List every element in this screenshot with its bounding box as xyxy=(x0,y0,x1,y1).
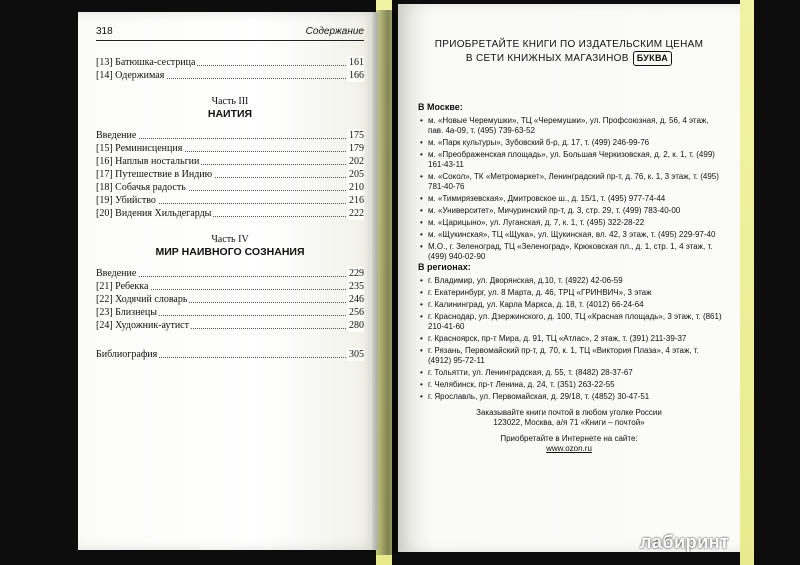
page-number: 318 xyxy=(96,26,113,37)
list-item: • г. Калининград, ул. Карла Маркса, д. 18, т. (4012) 66-24-64 xyxy=(418,300,724,310)
list-item: • г. Владимир, ул. Дворянская, д.10, т. (4922) 42-06-59 xyxy=(418,276,724,286)
toc-row: [22] Ходячий словарь 246 xyxy=(96,294,364,305)
list-item: • г. Красноярск, пр-т Мира, д. 91, ТЦ «Атлас», 2 этаж, т. (391) 211-39-37 xyxy=(418,334,724,344)
moscow-heading: В Москве: xyxy=(418,102,463,112)
list-item: • м. «Сокол», ТК «Метромаркет», Ленинградский пр-т, д. 76, к. 1, 3 этаж, т. (495) 781-40-76 xyxy=(418,172,724,192)
part-name: НАИТИЯ xyxy=(207,108,253,120)
running-head xyxy=(96,24,364,41)
ozon-link[interactable]: www.ozon.ru xyxy=(546,444,592,453)
regional-stores xyxy=(418,262,724,404)
toc-row: [15] Реминисценция 179 xyxy=(96,143,364,154)
toc-row: Введение 175 xyxy=(96,130,364,141)
right-page xyxy=(398,4,740,552)
toc-row-bibliography: Библиография 305 xyxy=(96,349,364,360)
toc-row: [24] Художник-аутист 280 xyxy=(96,320,364,331)
toc-row: [21] Ребекка 235 xyxy=(96,281,364,292)
promo-header-line1: ПРИОБРЕТАЙТЕ КНИГИ ПО ИЗДАТЕЛЬСКИМ ЦЕНАМ xyxy=(434,39,704,50)
toc-row: [23] Близнецы 256 xyxy=(96,307,364,318)
watermark: лабиринт xyxy=(640,532,730,552)
part-label: Часть III xyxy=(211,96,249,107)
promo-header-line2: В СЕТИ КНИЖНЫХ МАГАЗИНОВ БУКВА xyxy=(418,51,720,66)
list-item: • м. «Щукинская», ТЦ «Щука», ул. Щукинская, вл. 42, 3 этаж, т. (495) 229-97-40 xyxy=(418,230,724,240)
list-item: • м. «Царицыно», ул. Луганская, д. 7, к. 1, т. (495) 322-28-22 xyxy=(418,218,724,228)
list-item: • г. Екатеринбург, ул. 8 Марта, д. 46, ТРЦ «ГРИНВИЧ», 3 этаж xyxy=(418,288,724,298)
promo-header xyxy=(418,38,720,66)
page-edge-right xyxy=(740,0,754,565)
toc-row: [14] Одержимая 166 xyxy=(96,70,364,81)
left-page xyxy=(78,12,378,550)
mail-order-info: Заказывайте книги почтой в любом уголке России 123022, Москва, а/я 71 «Книги – почтой» xyxy=(476,408,662,427)
list-item: • г. Тольятти, ул. Ленинградская, д. 55, т. (8482) 28-37-67 xyxy=(418,368,724,378)
toc-row: [16] Наплыв ностальгии 202 xyxy=(96,156,364,167)
list-item: • м. «Тимирязевская», Дмитровское ш., д. 15/1, т. (495) 977-74-44 xyxy=(418,194,724,204)
order-info xyxy=(418,408,720,460)
list-item: • м. «Парк культуры», Зубовский б-р, д. 17, т. (499) 246-99-76 xyxy=(418,138,724,148)
list-item: • г. Краснодар, ул. Дзержинского, д. 100, ТЦ «Красная площадь», 3 этаж, т. (861) 210-41-60 xyxy=(418,312,724,332)
table-of-contents xyxy=(96,56,364,361)
internet-order-info: Приобретайте в Интернете на сайте: www.ozon.ru xyxy=(500,434,638,453)
list-item: • М.О., г. Зеленоград, ТЦ «Зеленоград», Крюковская пл., д. 1, стр. 1, 4 этаж, т. (499) 940-02-90 xyxy=(418,242,724,262)
running-title: Содержание xyxy=(305,26,364,37)
list-item: • м. «Преображенская площадь», ул. Большая Черкизовская, д. 2, к. 1, т. (499) 161-43-11 xyxy=(418,150,724,170)
list-item: • г. Рязань, Первомайский пр-т, д. 70, к. 1, ТЦ «Виктория Плаза», 4 этаж, т. (4912) 95-72-11 xyxy=(418,346,724,366)
list-item: • г. Ярославль, ул. Первомайская, д. 29/18, т. (4852) 30-47-51 xyxy=(418,392,724,402)
list-item: • м. «Университет», Мичуринский пр-т, д. 3, стр. 29, т. (499) 783-40-00 xyxy=(418,206,724,216)
regions-heading: В регионах: xyxy=(418,262,471,272)
toc-row: [19] Убийство 216 xyxy=(96,195,364,206)
toc-row: [13] Батюшка-сестрица 161 xyxy=(96,57,364,68)
part-label: Часть IV xyxy=(211,234,249,245)
list-item: • г. Челябинск, пр-т Ленина, д. 24, т. (351) 263-22-55 xyxy=(418,380,724,390)
list-item: • м. «Новые Черемушки», ТЦ «Черемушки», ул. Профсоюзная, д. 56, 4 этаж, пав. 4а-09, т. (495) 739-63-52 xyxy=(418,116,724,136)
toc-row: [17] Путешествие в Индию 205 xyxy=(96,169,364,180)
bookstore-logo: БУКВА xyxy=(633,51,672,66)
toc-row: [18] Собачья радость 210 xyxy=(96,182,364,193)
toc-row: Введение 229 xyxy=(96,268,364,279)
moscow-stores xyxy=(418,102,724,264)
part-name: МИР НАИВНОГО СОЗНАНИЯ xyxy=(155,246,305,258)
toc-row: [20] Видения Хильдегарды 222 xyxy=(96,208,364,219)
